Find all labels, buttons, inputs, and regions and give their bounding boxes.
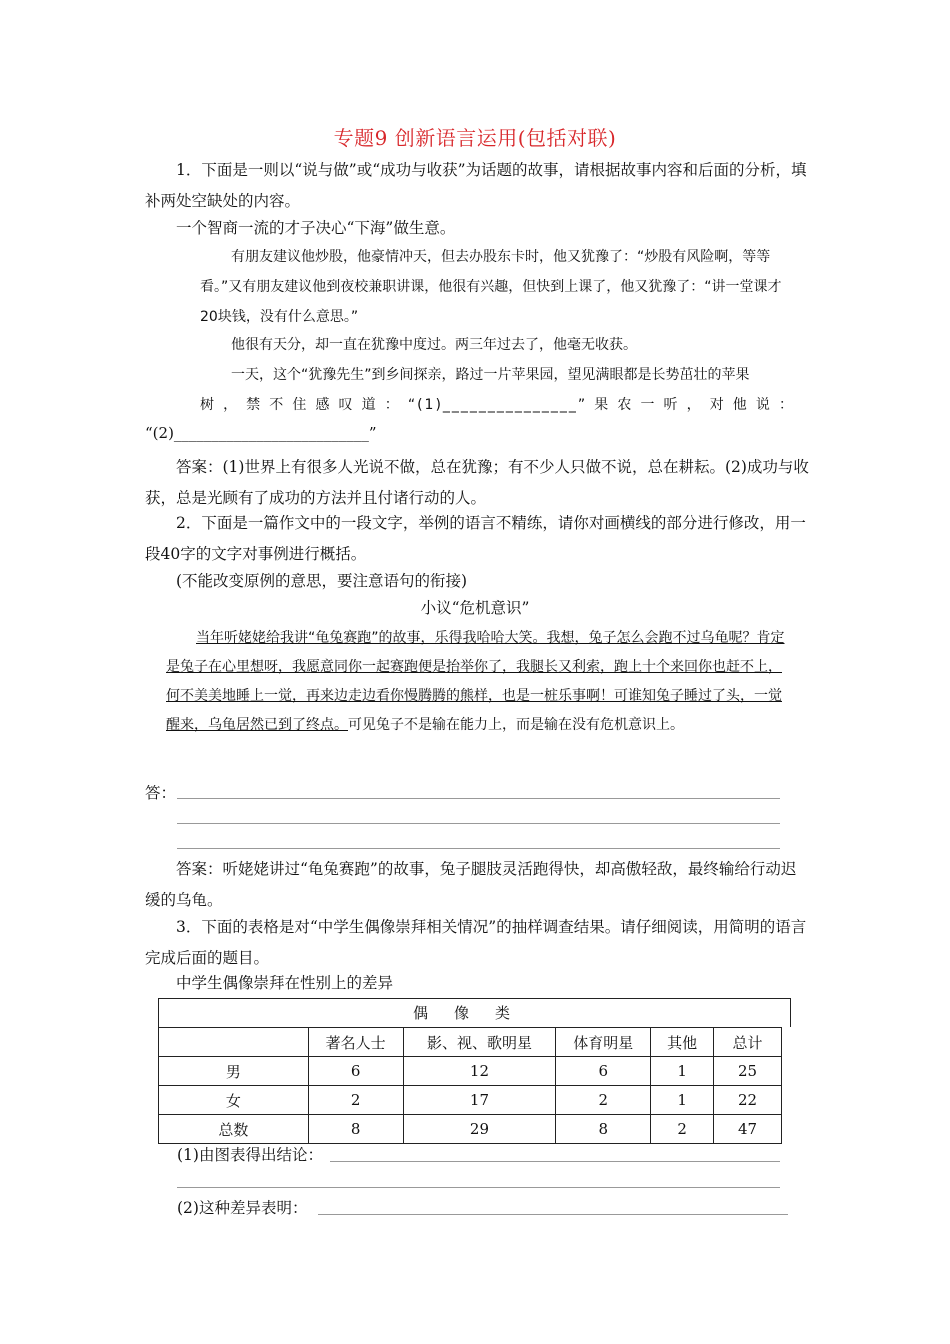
table-cell: 2 [651, 1115, 714, 1144]
q2-answer: 答案：听姥姥讲过“龟兔赛跑”的故事，兔子腿肢灵活跑得快，却高傲轻敌，最终输给行动迟缓的乌龟。 [145, 860, 797, 909]
answer-line [177, 848, 780, 849]
table-cell: 2 [556, 1086, 651, 1115]
q2-essay [166, 624, 786, 740]
table-cell: 男 [159, 1057, 309, 1086]
q3-table-title: 中学生偶像崇拜在性别上的差异 [176, 974, 394, 992]
table-cell: 1 [651, 1086, 714, 1115]
table-cell: 22 [714, 1086, 782, 1115]
table-cell: 47 [714, 1115, 782, 1144]
table-row [159, 1115, 782, 1144]
q1-prompt: 1．下面是一则以“说与做”或“成功与收获”为话题的故事，请根据故事内容和后面的分析，填补两处空缺处的内容。 [145, 161, 807, 210]
q2-essay-underlined: 当年听姥姥给我讲“龟兔赛跑”的故事，乐得我哈哈大笑。我想，兔子怎么会跑不过乌龟呢？肯定是兔子在心里想呀，我愿意同你一起赛跑便是抬举你了，我腿长又利索，跑上十个来回你也赶不上，何不美美地睡上一觉，再来边走边看你慢腾腾的熊样，也是一桩乐事啊！可谁知兔子睡过了头，一觉醒来，乌龟居然已到了终点。 [166, 630, 785, 733]
survey-table [158, 1027, 782, 1144]
table-header-cell [159, 1028, 309, 1057]
table-header-cell: 其他 [651, 1028, 714, 1057]
q1-story-paragraph-3: 一天，这个“犹豫先生”到乡间探亲，路过一片苹果园，望见满眼都是长势茁壮的苹果 [231, 367, 750, 383]
table-row [159, 1086, 782, 1115]
page-title: 专题9 创新语言运用(包括对联) [333, 126, 617, 150]
table-cell: 25 [714, 1057, 782, 1086]
table-row [159, 1057, 782, 1086]
table-cell: 8 [556, 1115, 651, 1144]
table-cell: 6 [556, 1057, 651, 1086]
q1-intro: 一个智商一流的才子决心“下海”做生意。 [176, 219, 456, 237]
table-header-row [159, 1028, 782, 1057]
table-cell: 6 [308, 1057, 403, 1086]
table-cell: 女 [159, 1086, 309, 1115]
q2-essay-title: 小议“危机意识” [420, 599, 530, 617]
answer-line [330, 1161, 780, 1162]
q3-sub-question-1: (1)由图表得出结论： [177, 1146, 323, 1164]
table-cell: 总数 [159, 1115, 309, 1144]
table-cell: 17 [403, 1086, 556, 1115]
table-group-header: 偶像类 [158, 998, 791, 1027]
answer-line [177, 798, 780, 799]
table-header-cell: 总计 [714, 1028, 782, 1057]
table-cell: 8 [308, 1115, 403, 1144]
q2-note: (不能改变原例的意思，要注意语句的衔接) [176, 572, 468, 590]
table-header-cell: 体育明星 [556, 1028, 651, 1057]
table-cell: 29 [403, 1115, 556, 1144]
table-header-cell: 著名人士 [308, 1028, 403, 1057]
table-cell: 2 [308, 1086, 403, 1115]
q3-sub-question-2: (2)这种差异表明： [177, 1199, 308, 1217]
table-cell: 12 [403, 1057, 556, 1086]
q1-story-paragraph-1: 有朋友建议他炒股，他豪情冲天，但去办股东卡时，他又犹豫了：“炒股有风险啊，等等看。”又有朋友建议他到夜校兼职讲课，他很有兴趣，但快到上课了，他又犹豫了：“讲一堂课才20块钱，没有什么意思。” [200, 249, 782, 325]
q1-answer: 答案：(1)世界上有很多人光说不做，总在犹豫；有不少人只做不说，总在耕耘。(2)成功与收获，总是光顾有了成功的方法并且付诸行动的人。 [145, 458, 809, 507]
q2-answer-label: 答： [145, 784, 177, 802]
table-cell: 1 [651, 1057, 714, 1086]
q2-prompt: 2．下面是一篇作文中的一段文字，举例的语言不精练，请你对画横线的部分进行修改，用一段40字的文字对事例进行概括。 [145, 514, 806, 563]
q1-story-paragraph-4: 树，禁不住感叹道：“(1)_______________”果农一听，对他说： [200, 397, 795, 413]
q3-prompt: 3．下面的表格是对“中学生偶像崇拜相关情况”的抽样调查结果。请仔细阅读，用简明的语言完成后面的题目。 [145, 918, 807, 967]
q1-blank-2: “(2)__________________________” [145, 424, 377, 442]
q2-essay-tail: 可见兔子不是输在能力上，而是输在没有危机意识上。 [348, 717, 684, 733]
answer-line [318, 1214, 788, 1215]
answer-line [177, 1187, 780, 1188]
table-header-cell: 影、视、歌明星 [403, 1028, 556, 1057]
answer-line [177, 823, 780, 824]
q1-story-paragraph-2: 他很有天分，却一直在犹豫中度过。两三年过去了，他毫无收获。 [231, 337, 637, 353]
